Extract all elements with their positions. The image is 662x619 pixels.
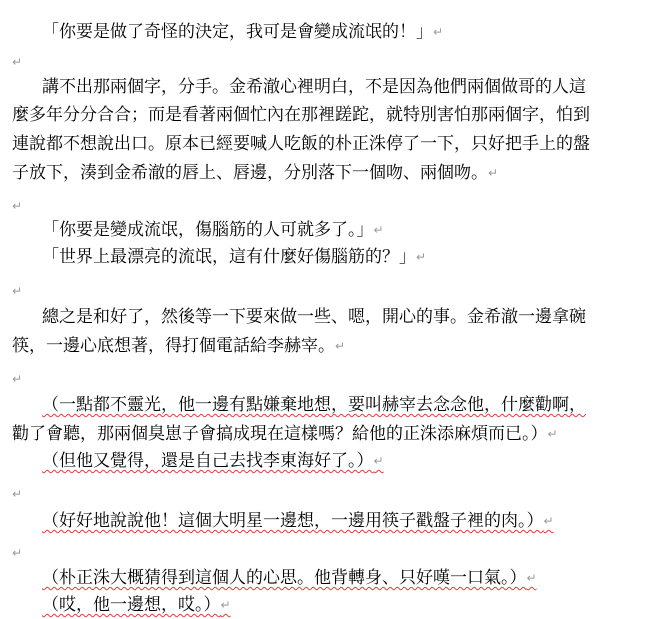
paragraph-mark-icon: ↵ [335,339,346,353]
text-line [12,392,662,418]
paragraph-mark-icon: ↵ [416,250,427,264]
line-text: （一點都不靈光，他一邊有點嫌棄地想，要叫赫宰去念念他，什麼勸啊， [42,395,586,415]
paragraph-mark-icon: ↵ [12,372,23,386]
line-text: 講不出那兩個字，分手。金希澈心裡明白，不是因為他們兩個做哥的人這 [42,77,586,97]
text-line [12,592,662,618]
text-line [12,565,662,591]
paragraph-mark-icon: ↵ [373,454,384,468]
text-line [12,217,662,243]
text-line [12,49,652,75]
line-text: （哎，他一邊想，哎。） [42,595,221,615]
text-line [12,19,662,45]
line-text: （朴正洙大概猜得到這個人的心思。他背轉身、只好嘆一口氣。） [42,568,527,588]
text-line [12,333,652,359]
text-line [12,366,652,392]
paragraph-mark-icon: ↵ [12,55,23,69]
text-line [12,131,652,157]
line-text: 子放下，湊到金希澈的唇上、唇邊，分別落下一個吻、兩個吻。 [12,163,488,183]
text-line [12,481,652,507]
text-line [12,74,662,100]
paragraph-mark-icon: ↵ [547,427,558,441]
paragraph-mark-icon: ↵ [12,487,23,501]
text-line [12,160,652,186]
line-text: 「你要是做了奇怪的決定，我可是會變成流氓的！」 [42,22,433,42]
paragraph-mark-icon: ↵ [433,25,444,39]
line-text: 勸了會聽，那兩個臭崽子會搞成現在這樣嗎？給他的正洙添麻煩而已。） [12,424,548,444]
paragraph-mark-icon: ↵ [220,598,231,612]
paragraph-mark-icon: ↵ [12,199,23,213]
line-text: 「你要是變成流氓，傷腦筋的人可就多了。」 [42,220,374,240]
text-line [12,304,662,330]
text-line [12,102,652,128]
paragraph-mark-icon: ↵ [543,514,554,528]
line-text: 「世界上最漂亮的流氓，這有什麼好傷腦筋的？」 [42,247,416,267]
line-text: 連說都不想說出口。原本已經要喊人吃飯的朴正洙停了一下，只好把手上的盤 [12,134,590,154]
paragraph-mark-icon: ↵ [488,166,499,180]
paragraph-mark-icon: ↵ [12,284,23,298]
text-line [12,278,652,304]
paragraph-mark-icon: ↵ [12,546,23,560]
line-text: （好好地說說他！這個大明星一邊想，一邊用筷子戳盤子裡的肉。） [42,511,544,531]
line-text: 筷，一邊心底想著，得打個電話給李赫宰。 [12,336,335,356]
paragraph-mark-icon: ↵ [526,571,537,585]
text-line [12,508,662,534]
text-line [12,421,652,447]
line-text: （但他又覺得，還是自己去找李東海好了。） [42,451,374,471]
line-text: 總之是和好了，然後等一下要來做一些、嗯，開心的事。金希澈一邊拿碗 [42,307,586,327]
line-text: 麼多年分分合合；而是看著兩個忙內在那裡蹉跎，就特別害怕那兩個字，怕到 [12,105,590,125]
paragraph-mark-icon: ↵ [373,223,384,237]
text-line [12,244,662,270]
text-line [12,193,652,219]
text-line [12,448,662,474]
text-line [12,540,652,566]
